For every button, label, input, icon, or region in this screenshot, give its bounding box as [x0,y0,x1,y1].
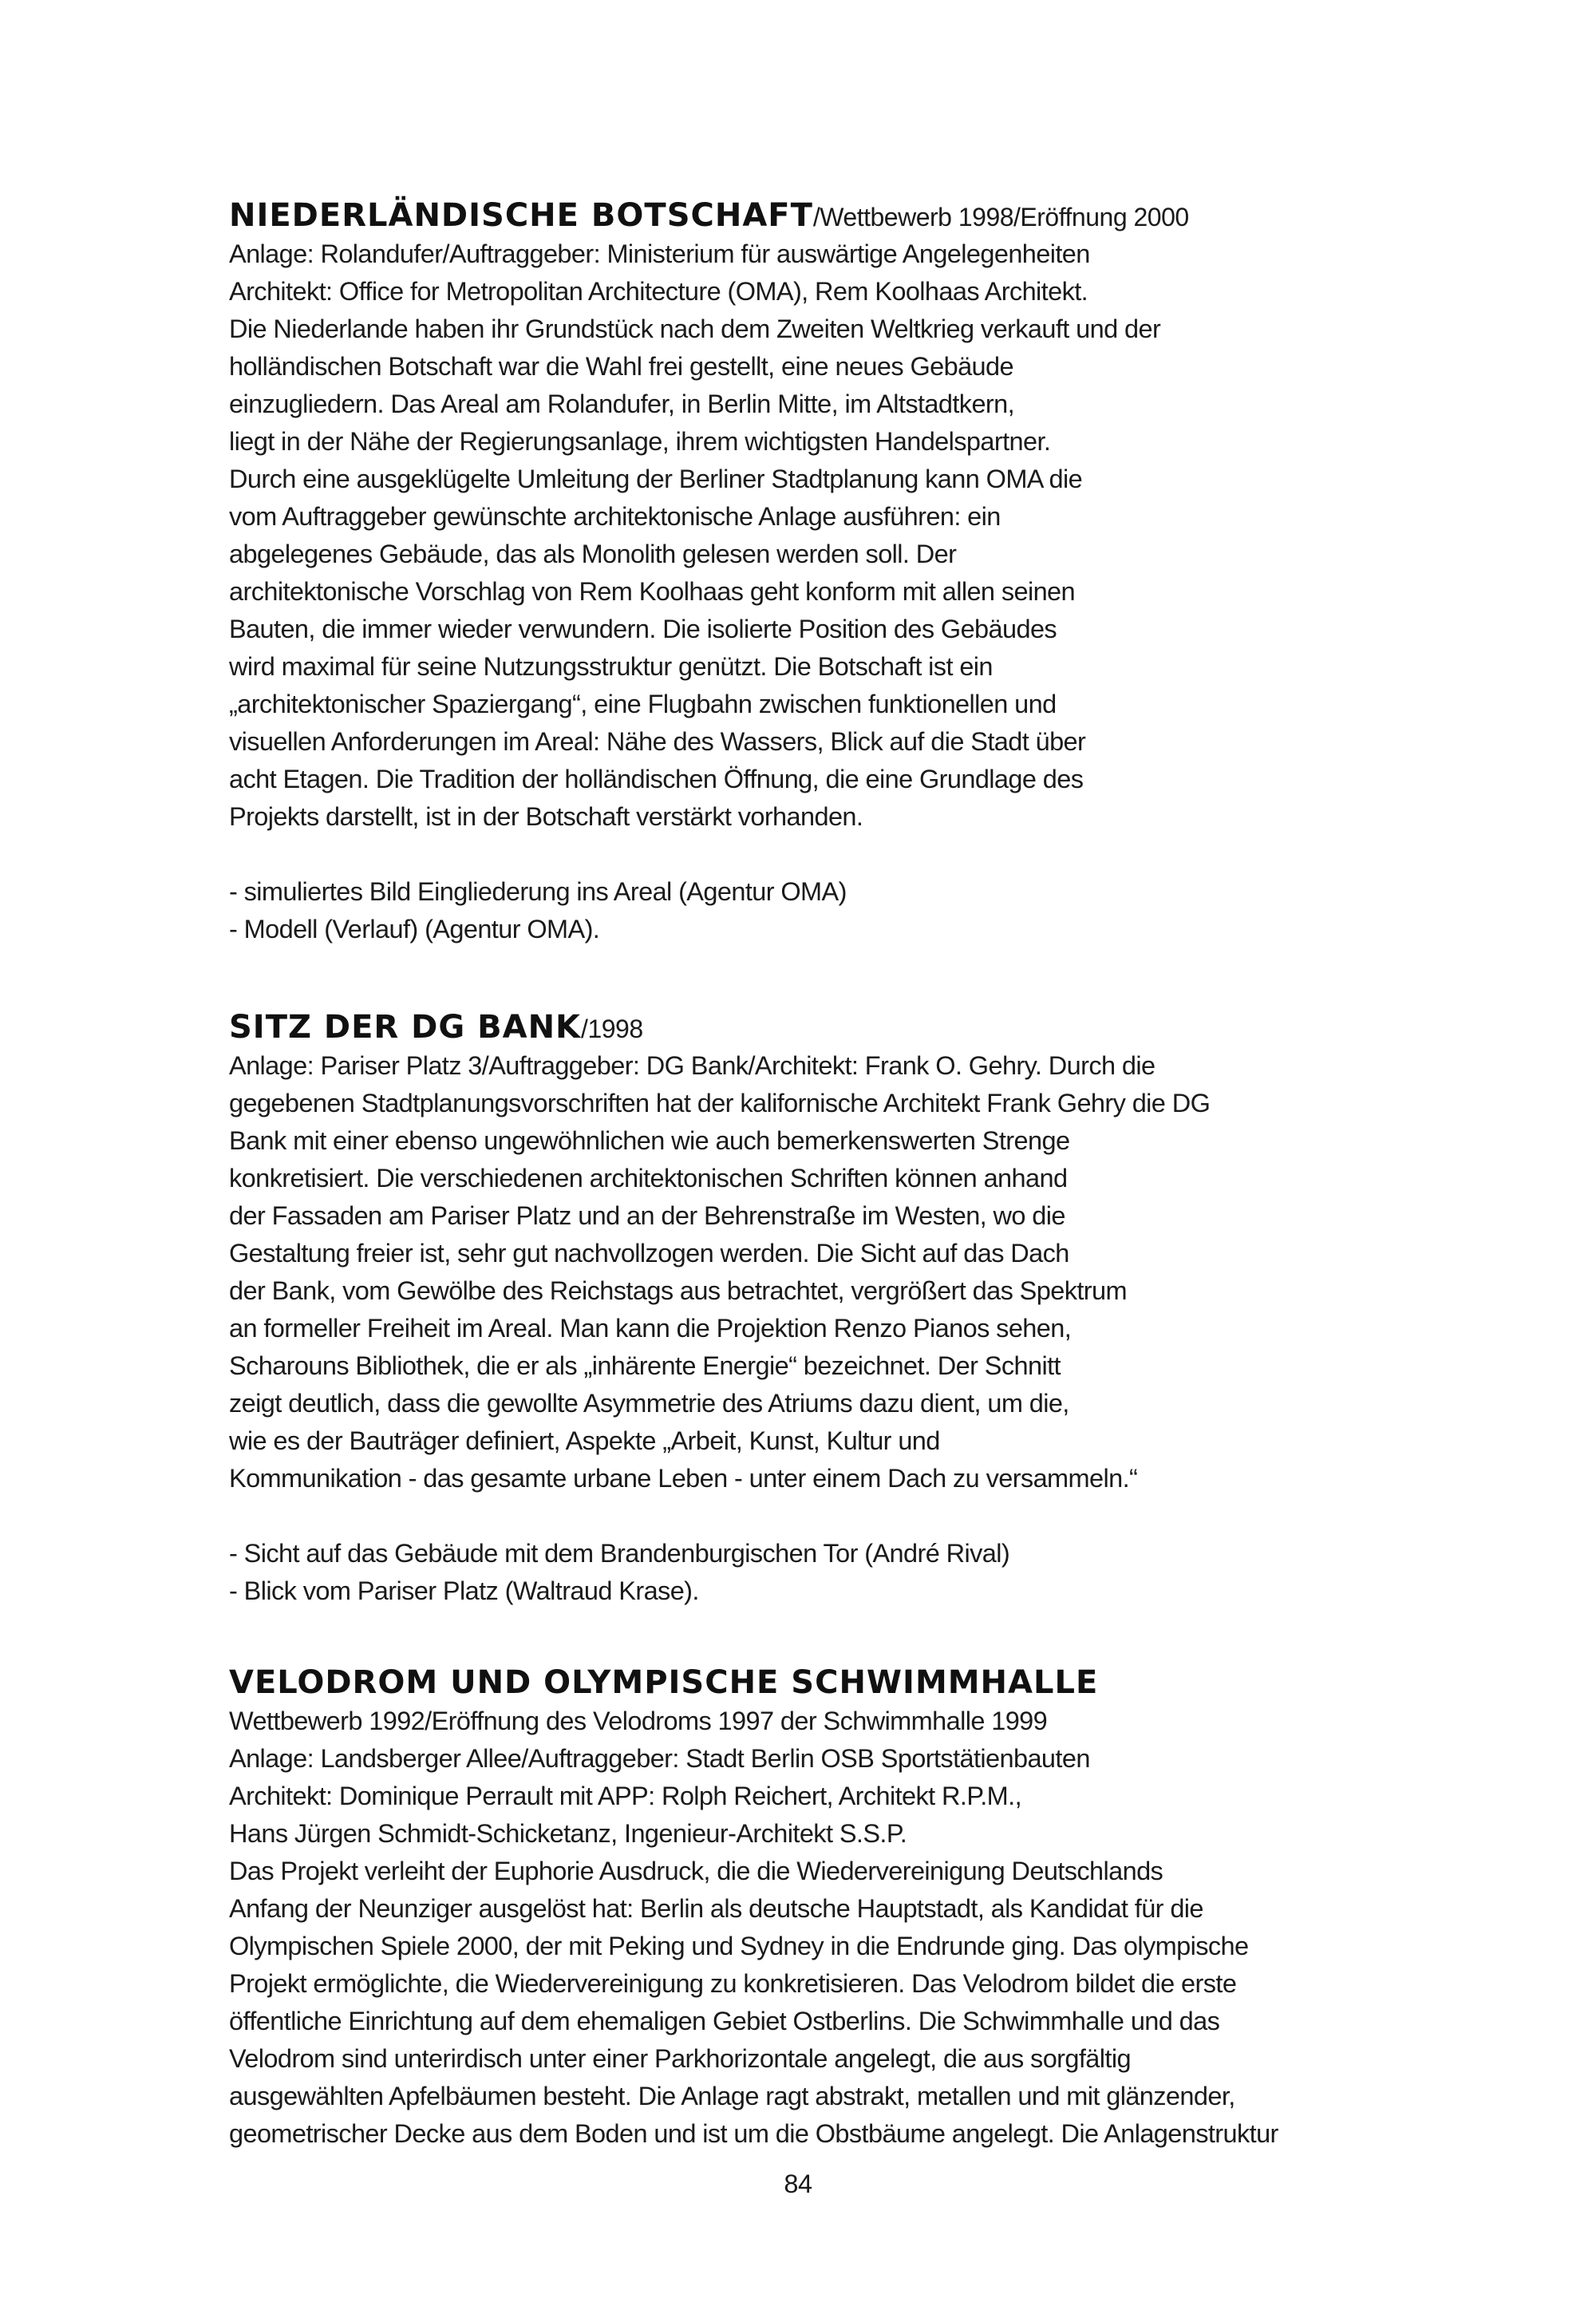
section-meta: /Wettbewerb 1998/Eröffnung 2000 [812,203,1189,231]
body-line: Hans Jürgen Schmidt-Schicketanz, Ingenieur-Architekt S.S.P. [229,1819,907,1848]
section-title: NIEDERLÄNDISCHE BOTSCHAFT [229,197,813,234]
body-line: Scharouns Bibliothek, die er als „inhärente Energie“ bezeichnet. Der Schnitt [229,1351,1061,1380]
section-sitz-der-dg-bank [229,1007,1386,1610]
body-line: Anfang der Neunziger ausgelöst hat: Berlin als deutsche Hauptstadt, als Kandidat für die [229,1894,1203,1923]
caption-line: - Blick vom Pariser Platz (Waltraud Krase). [229,1576,699,1605]
section-heading [229,196,1386,235]
body-line: öffentliche Einrichtung auf dem ehemaligen Gebiet Ostberlins. Die Schwimmhalle und das [229,2007,1220,2035]
body-line: Anlage: Landsberger Allee/Auftraggeber: Stadt Berlin OSB Sportstätienbauten [229,1744,1090,1773]
section-body [229,1047,1386,1497]
body-line: Anlage: Rolandufer/Auftraggeber: Ministerium für auswärtige Angelegenheiten [229,239,1090,268]
body-line: konkretisiert. Die verschiedenen architektonischen Schriften können anhand [229,1164,1068,1193]
page-number: 84 [784,2170,812,2198]
section-heading [229,1007,1386,1047]
caption-line: - simuliertes Bild Eingliederung ins Areal (Agentur OMA) [229,877,847,906]
body-line: geometrischer Decke aus dem Boden und ist um die Obstbäume angelegt. Die Anlagenstruktur [229,2119,1278,2148]
body-line: abgelegenes Gebäude, das als Monolith gelesen werden soll. Der [229,540,957,568]
body-line: Kommunikation - das gesamte urbane Leben - unter einem Dach zu versammeln.“ [229,1464,1138,1493]
section-meta: /1998 [581,1015,643,1043]
body-line: an formeller Freiheit im Areal. Man kann die Projektion Renzo Pianos sehen, [229,1314,1072,1343]
image-captions [229,873,1386,948]
body-line: zeigt deutlich, dass die gewollte Asymmetrie des Atriums dazu dient, um die, [229,1389,1069,1418]
body-line: visuellen Anforderungen im Areal: Nähe des Wassers, Blick auf die Stadt über [229,727,1086,756]
body-line: architektonische Vorschlag von Rem Koolhaas geht konform mit allen seinen [229,577,1075,606]
body-line: acht Etagen. Die Tradition der holländischen Öffnung, die eine Grundlage des [229,765,1084,793]
section-body [229,235,1386,836]
body-line: „architektonischer Spaziergang“, eine Flugbahn zwischen funktionellen und [229,690,1057,718]
body-line: Das Projekt verleiht der Euphorie Ausdruck, die die Wiedervereinigung Deutschlands [229,1857,1163,1885]
body-line: Architekt: Dominique Perrault mit APP: Rolph Reichert, Architekt R.P.M., [229,1782,1021,1810]
body-line: Velodrom sind unterirdisch unter einer Parkhorizontale angelegt, die aus sorgfältig [229,2044,1131,2073]
body-line: ausgewählten Apfelbäumen besteht. Die Anlage ragt abstrakt, metallen und mit glänzender, [229,2082,1235,2110]
body-line: Die Niederlande haben ihr Grundstück nach dem Zweiten Weltkrieg verkauft und der [229,314,1161,343]
section-niederlaendische-botschaft [229,196,1386,948]
body-line: Bank mit einer ebenso ungewöhnlichen wie auch bemerkenswerten Strenge [229,1126,1070,1155]
body-line: Projekts darstellt, ist in der Botschaft verstärkt vorhanden. [229,802,863,831]
body-line: Architekt: Office for Metropolitan Architecture (OMA), Rem Koolhaas Architekt. [229,277,1088,306]
body-line: Gestaltung freier ist, sehr gut nachvollzogen werden. Die Sicht auf das Dach [229,1239,1069,1268]
body-line: einzugliedern. Das Areal am Rolandufer, in Berlin Mitte, im Altstadtkern, [229,390,1015,418]
body-line: der Fassaden am Pariser Platz und an der Behrenstraße im Westen, wo die [229,1201,1065,1230]
body-line: vom Auftraggeber gewünschte architektonische Anlage ausführen: ein [229,502,1001,531]
body-line: holländischen Botschaft war die Wahl frei gestellt, eine neues Gebäude [229,352,1013,381]
body-line: liegt in der Nähe der Regierungsanlage, ihrem wichtigsten Handelspartner. [229,427,1051,456]
caption-line: - Sicht auf das Gebäude mit dem Brandenburgischen Tor (André Rival) [229,1539,1010,1568]
section-heading [229,1663,1386,1703]
body-line: der Bank, vom Gewölbe des Reichstags aus betrachtet, vergrößert das Spektrum [229,1276,1127,1305]
body-line: Bauten, die immer wieder verwundern. Die isolierte Position des Gebäudes [229,615,1057,643]
caption-line: - Modell (Verlauf) (Agentur OMA). [229,915,600,943]
body-line: wird maximal für seine Nutzungsstruktur genützt. Die Botschaft ist ein [229,652,993,681]
section-title: SITZ DER DG BANK [229,1009,582,1046]
body-line: Olympischen Spiele 2000, der mit Peking und Sydney in die Endrunde ging. Das olympische [229,1932,1249,1960]
body-line: Wettbewerb 1992/Eröffnung des Velodroms 1997 der Schwimmhalle 1999 [229,1707,1048,1735]
body-line: gegebenen Stadtplanungsvorschriften hat der kalifornische Architekt Frank Gehry die DG [229,1089,1211,1117]
body-line: Projekt ermöglichte, die Wiedervereinigung zu konkretisieren. Das Velodrom bildet die erste [229,1969,1237,1998]
paragraph-gap [229,836,1386,873]
section-body [229,1703,1386,2153]
body-line: Anlage: Pariser Platz 3/Auftraggeber: DG Bank/Architekt: Frank O. Gehry. Durch die [229,1051,1156,1080]
paragraph-gap [229,1497,1386,1535]
section-title: VELODROM UND OLYMPISCHE SCHWIMMHALLE [229,1664,1099,1701]
section-velodrom-schwimmhalle [229,1663,1386,2153]
body-line: wie es der Bauträger definiert, Aspekte „Arbeit, Kunst, Kultur und [229,1426,940,1455]
image-captions [229,1535,1386,1610]
body-line: Durch eine ausgeklügelte Umleitung der Berliner Stadtplanung kann OMA die [229,465,1083,493]
